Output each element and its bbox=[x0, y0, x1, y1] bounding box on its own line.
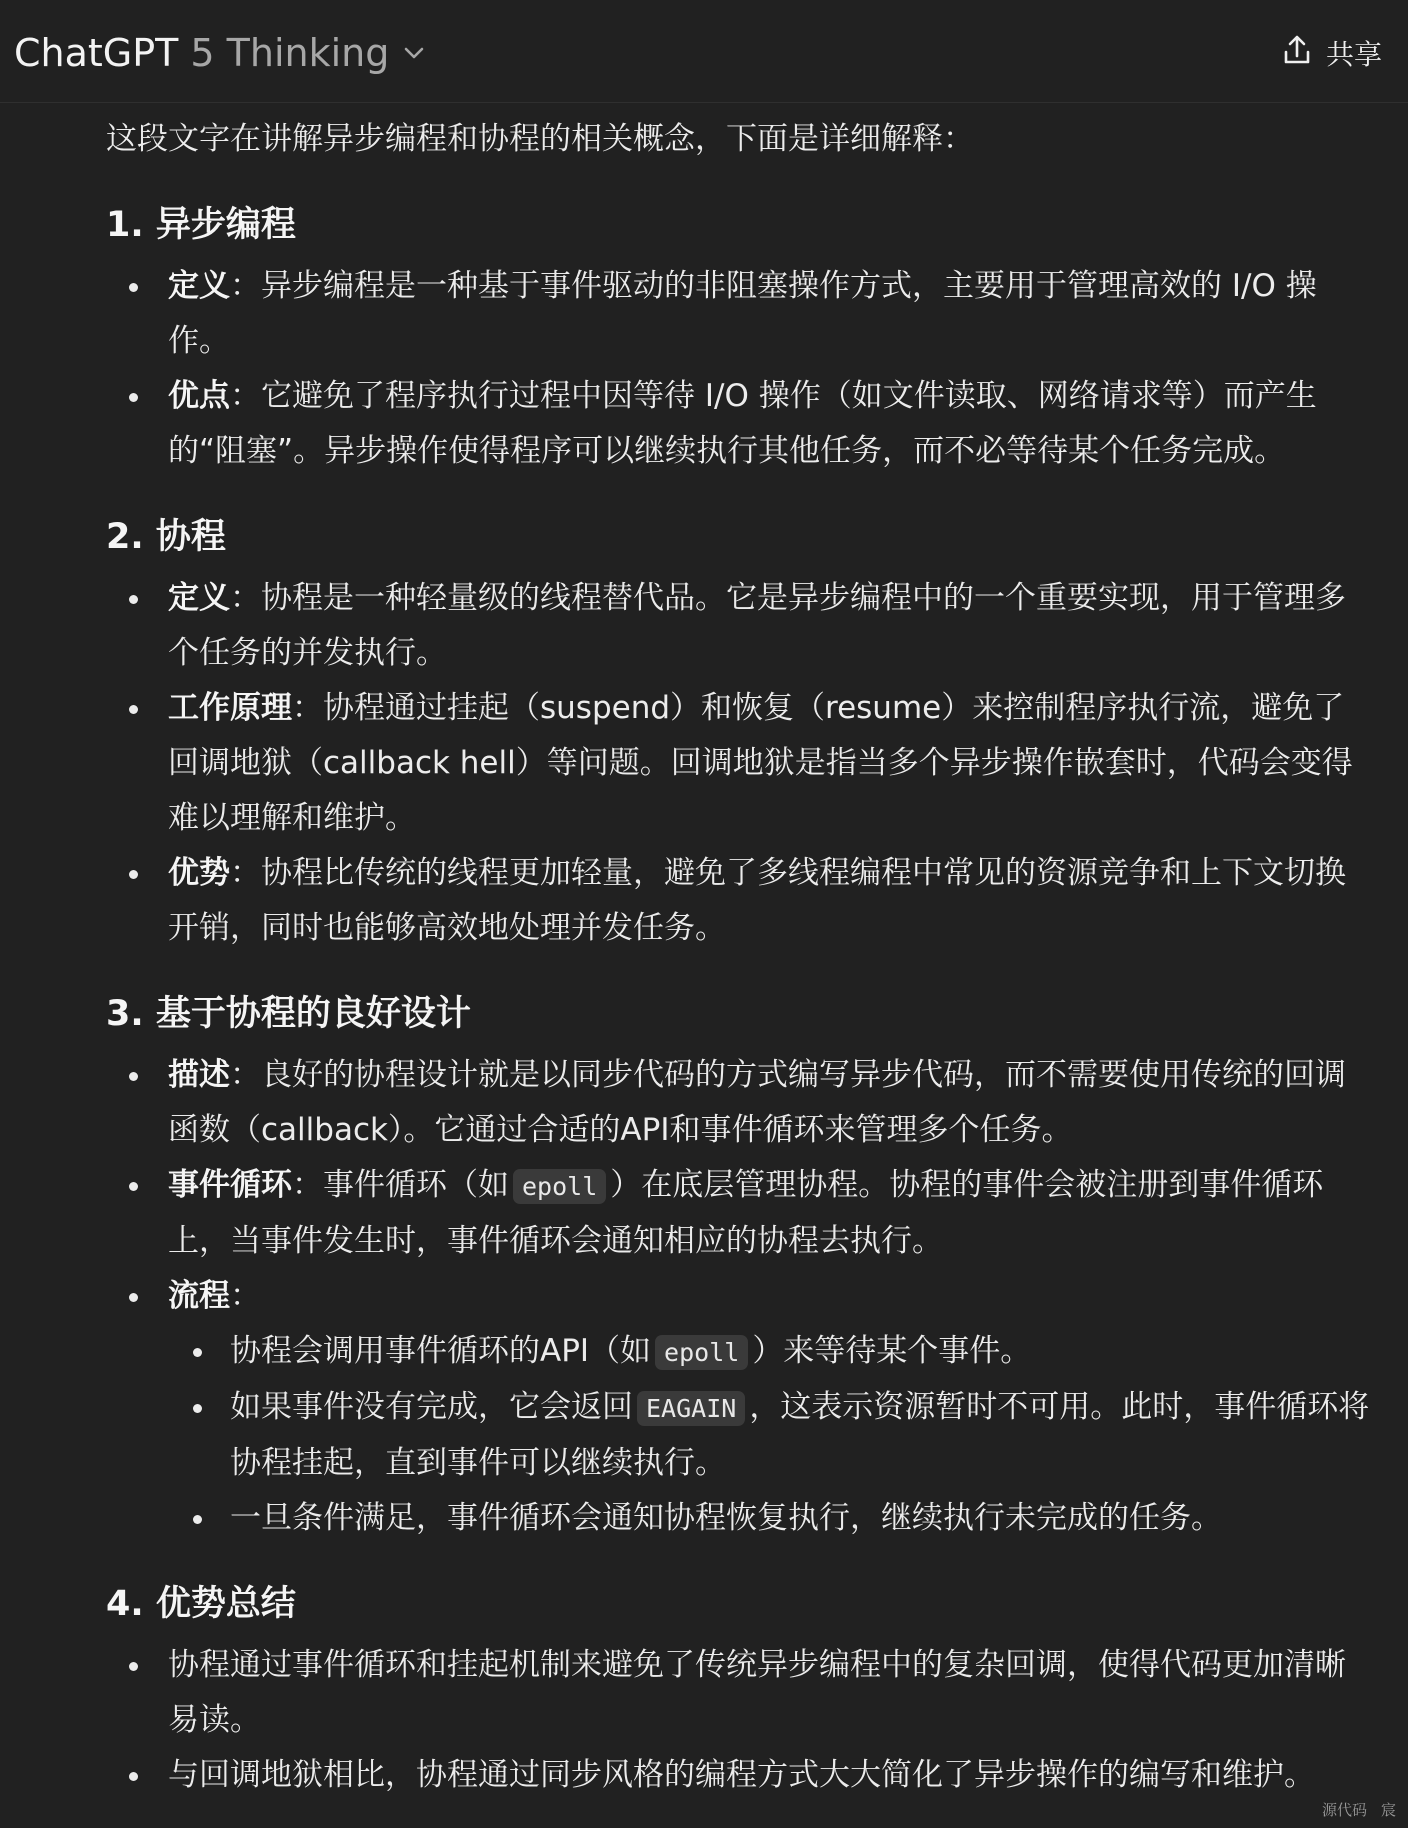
inline-code: EAGAIN bbox=[637, 1391, 745, 1426]
term: 优势 bbox=[168, 855, 230, 891]
list-item: 流程： 协程会调用事件循环的API（如 epoll ）来等待某个事件。 如果事件没有完成，它会返回 EAGAIN ，这表示资源暂时不可用。此时，事件循环将协程挂起，直到事件可以继续执行。 一旦条件满足，事件循环会通知协程恢复执行，继续执行未完成的任务。 bbox=[106, 1269, 1374, 1546]
inline-code: epoll bbox=[655, 1335, 748, 1370]
bullet-list bbox=[106, 1638, 1374, 1803]
model-selector[interactable] bbox=[14, 30, 425, 76]
term: 定义 bbox=[168, 268, 230, 304]
list-item: 描述：良好的协程设计就是以同步代码的方式编写异步代码，而不需要使用传统的回调函数（callback）。它通过合适的API和事件循环来管理多个任务。 bbox=[106, 1048, 1374, 1158]
bullet-list bbox=[106, 1048, 1374, 1546]
list-item: 优势：协程比传统的线程更加轻量，避免了多线程编程中常见的资源竞争和上下文切换开销，同时也能够高效地处理并发任务。 bbox=[106, 846, 1374, 956]
nested-list-item: 一旦条件满足，事件循环会通知协程恢复执行，继续执行未完成的任务。 bbox=[168, 1491, 1374, 1546]
term: 优点 bbox=[168, 378, 230, 414]
share-label: 共享 bbox=[1325, 38, 1382, 71]
share-icon bbox=[1282, 34, 1312, 73]
nested-list-item: 协程会调用事件循环的API（如 epoll ）来等待某个事件。 bbox=[168, 1324, 1374, 1380]
top-bar bbox=[0, 0, 1408, 103]
nested-list bbox=[168, 1324, 1374, 1546]
term: 事件循环 bbox=[168, 1167, 292, 1203]
list-item: 优点：它避免了程序执行过程中因等待 I/O 操作（如文件读取、网络请求等）而产生的“阻塞”。异步操作使得程序可以继续执行其他任务，而不必等待某个任务完成。 bbox=[106, 369, 1374, 479]
model-name: ChatGPT bbox=[14, 31, 179, 75]
bullet-list bbox=[106, 259, 1374, 479]
term: 工作原理 bbox=[168, 690, 292, 726]
section-heading: 4. 优势总结 bbox=[106, 1584, 296, 1624]
intro-text: 这段文字在讲解异步编程和协程的相关概念，下面是详细解释： bbox=[106, 121, 974, 157]
bullet-list bbox=[106, 571, 1374, 956]
assistant-message bbox=[106, 112, 1374, 1803]
section-heading: 1. 异步编程 bbox=[106, 205, 296, 245]
term: 流程 bbox=[168, 1278, 230, 1314]
list-item: 工作原理：协程通过挂起（suspend）和恢复（resume）来控制程序执行流，避免了回调地狱（callback hell）等问题。回调地狱是指当多个异步操作嵌套时，代码会变得难以理解和维护。 bbox=[106, 681, 1374, 846]
section-heading: 3. 基于协程的良好设计 bbox=[106, 994, 471, 1034]
chevron-down-icon bbox=[403, 46, 425, 60]
model-variant: 5 Thinking bbox=[190, 31, 390, 75]
list-item: 定义：异步编程是一种基于事件驱动的非阻塞操作方式，主要用于管理高效的 I/O 操作。 bbox=[106, 259, 1374, 369]
section-heading: 2. 协程 bbox=[106, 517, 226, 557]
list-item: 协程通过事件循环和挂起机制来避免了传统异步编程中的复杂回调，使得代码更加清晰易读。 bbox=[106, 1638, 1374, 1748]
nested-list-item: 如果事件没有完成，它会返回 EAGAIN ，这表示资源暂时不可用。此时，事件循环将协程挂起，直到事件可以继续执行。 bbox=[168, 1380, 1374, 1491]
term: 定义 bbox=[168, 580, 230, 616]
list-item: 定义：协程是一种轻量级的线程替代品。它是异步编程中的一个重要实现，用于管理多个任务的并发执行。 bbox=[106, 571, 1374, 681]
term: 描述 bbox=[168, 1057, 230, 1093]
inline-code: epoll bbox=[513, 1169, 606, 1204]
share-button[interactable] bbox=[1282, 30, 1382, 76]
list-item: 事件循环：事件循环（如 epoll ）在底层管理协程。协程的事件会被注册到事件循环上，当事件发生时，事件循环会通知相应的协程去执行。 bbox=[106, 1158, 1374, 1269]
list-item: 与回调地狱相比，协程通过同步风格的编程方式大大简化了异步操作的编写和维护。 bbox=[106, 1748, 1374, 1803]
watermark: 源代码 宸 bbox=[1321, 1801, 1396, 1819]
